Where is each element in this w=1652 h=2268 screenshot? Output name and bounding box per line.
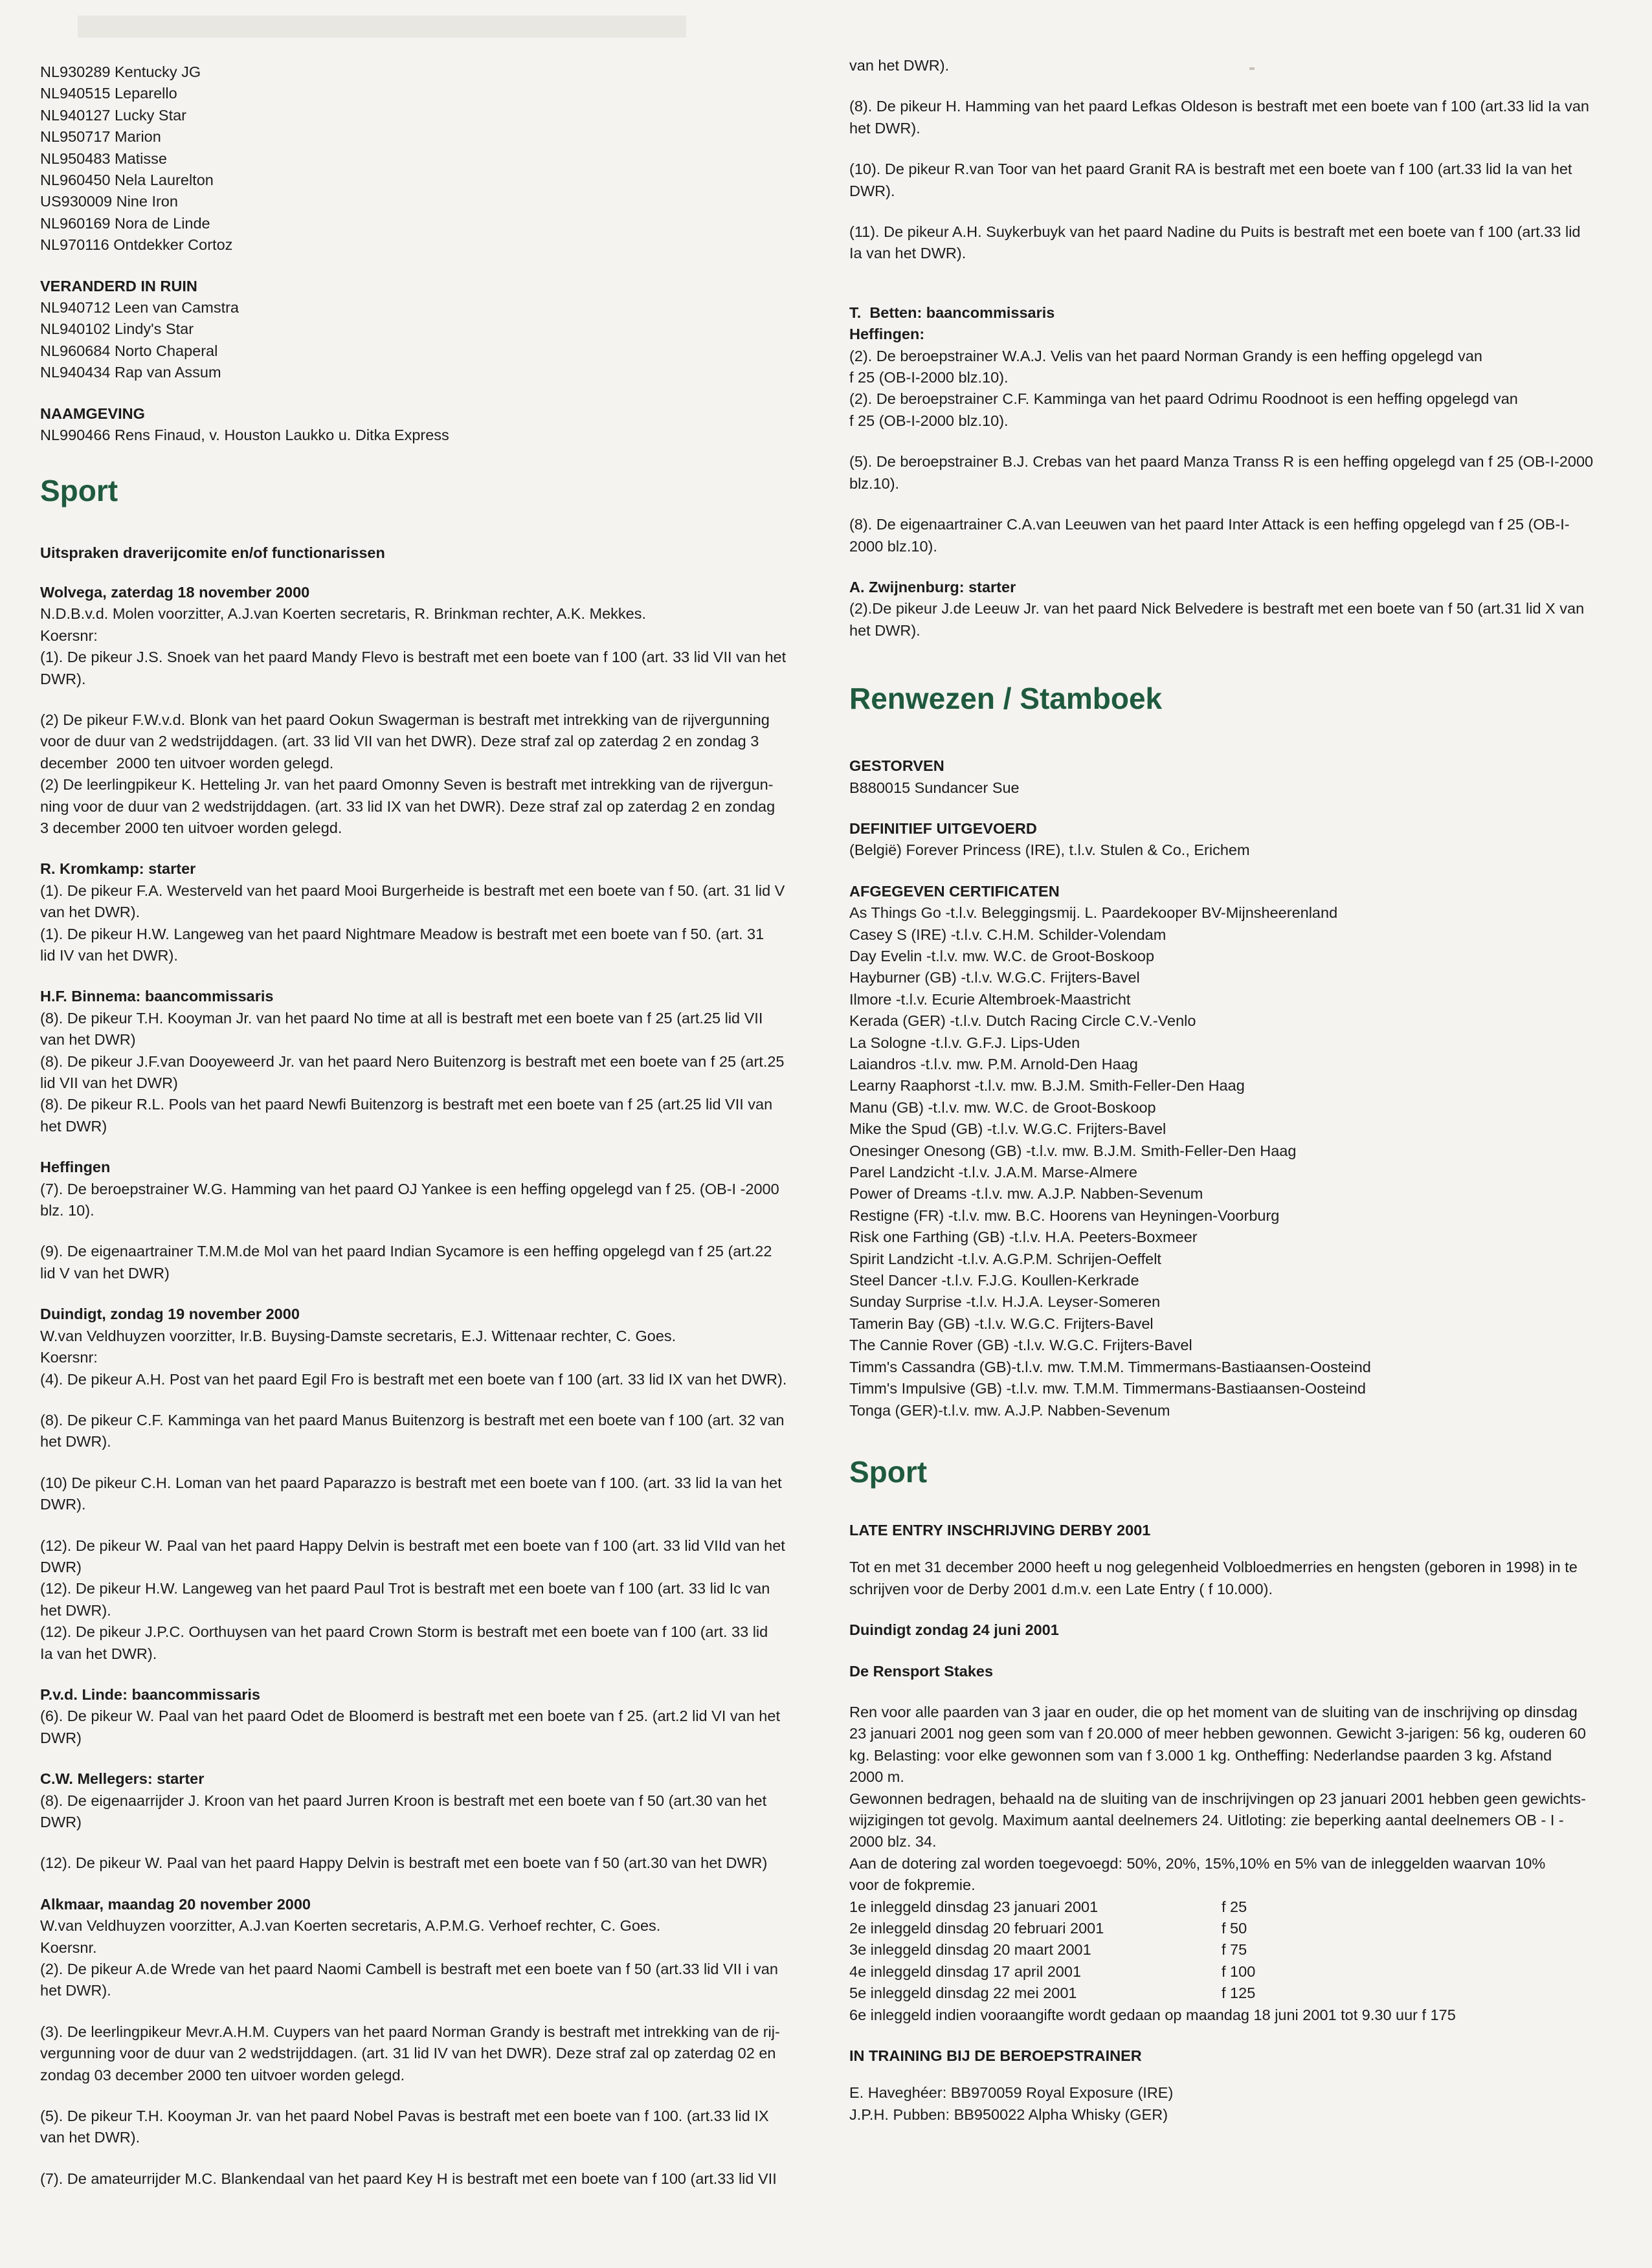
text-line: Power of Dreams -t.l.v. mw. A.J.P. Nabben-Sevenum [849, 1185, 1203, 1203]
inleg-label: 1e inleggeld dinsdag 23 januari 2001 [849, 1898, 1099, 1915]
official-heading: H.F. Binnema: baancommissaris [40, 988, 274, 1005]
text-line: NL930289 Kentucky JG [40, 63, 201, 80]
text-line: het DWR). [849, 119, 921, 137]
certificaten-list [849, 902, 1626, 1421]
text-line: blz. 10). [40, 1202, 95, 1219]
official-heading: C.W. Mellegers: starter [40, 1770, 205, 1788]
text-line: Risk one Farthing (GB) -t.l.v. H.A. Peeters-Boxmeer [849, 1228, 1198, 1246]
text-line: Koersnr: [40, 1349, 98, 1366]
text-line: (10). De pikeur R.van Toor van het paard Granit RA is bestraft met een boete van f 100 (art.33 lid Ia van het [849, 161, 1572, 178]
inleggeld-table [849, 1896, 1255, 2005]
text-line: het DWR). [40, 1982, 111, 1999]
official-heading: R. Kromkamp: starter [40, 860, 196, 878]
section-heading: IN TRAINING BIJ DE BEROEPSTRAINER [849, 2047, 1142, 2065]
paragraph [849, 55, 1626, 76]
text-line: US930009 Nine Iron [40, 193, 178, 210]
text-line: NL960684 Norto Chaperal [40, 342, 218, 359]
text-line: Learny Raaphorst -t.l.v. mw. B.J.M. Smith-Feller-Den Haag [849, 1077, 1245, 1095]
paragraph [849, 159, 1626, 202]
section-heading: VERANDERD IN RUIN [40, 277, 197, 295]
horse-list [40, 61, 823, 256]
official-heading: A. Zwijnenburg: starter [849, 578, 1016, 595]
text-line: Spirit Landzicht -t.l.v. A.G.P.M. Schrijen-Oeffelt [849, 1250, 1161, 1267]
meeting-heading: Alkmaar, maandag 20 november 2000 [40, 1895, 311, 1913]
paragraph [40, 2106, 823, 2149]
text-line: Kerada (GER) -t.l.v. Dutch Racing Circle C.V.-Venlo [849, 1012, 1196, 1030]
text-line: zondag 03 december 2000 ten uitvoer worden gelegd. [40, 2066, 405, 2084]
text-line: (12). De pikeur W. Paal van het paard Happy Delvin is bestraft met een boete van f 100 (art. 33 lid VIId van het [40, 1537, 785, 1554]
paragraph [849, 514, 1626, 557]
text-line: As Things Go -t.l.v. Beleggingsmij. L. Paardekooper BV-Mijnsheerenland [849, 904, 1338, 922]
paragraph [40, 709, 823, 839]
text-line: (12). De pikeur H.W. Langeweg van het paard Paul Trot is bestraft met een boete van f 100 (art. 33 lid Ic van [40, 1580, 770, 1597]
inleg-label: 5e inleggeld dinsdag 22 mei 2001 [849, 1984, 1077, 2002]
text-line: december 2000 ten uitvoer worden gelegd. [40, 754, 334, 772]
meeting-heading: Duindigt, zondag 19 november 2000 [40, 1306, 300, 1323]
table-row [849, 1896, 1255, 1918]
text-line: (8). De pikeur T.H. Kooyman Jr. van het paard No time at all is bestraft met een boete van f 25 (art.25 lid VII [40, 1009, 763, 1027]
text-line: (1). De pikeur F.A. Westerveld van het paard Mooi Burgerheide is bestraft met een boete van f 50. (art. 31 lid V [40, 882, 785, 899]
text-line: Casey S (IRE) -t.l.v. C.H.M. Schilder-Volendam [849, 926, 1166, 943]
paragraph [40, 1179, 823, 1222]
text-line: lid V van het DWR) [40, 1264, 170, 1282]
text-line: Aan de dotering zal worden toegevoegd: 50%, 20%, 15%,10% en 5% van de inleggelden waarvan 10% [849, 1854, 1546, 1872]
inleg-label: 4e inleggeld dinsdag 17 april 2001 [849, 1962, 1082, 1980]
text-line: vergunning voor de duur van 2 wedstrijddagen. (art. 31 lid IV van het DWR). Deze straf zal op zaterdag 02 en [40, 2045, 776, 2062]
text-line: (12). De pikeur W. Paal van het paard Happy Delvin is bestraft met een boete van f 50 (art.30 van het DWR) [40, 1854, 768, 1872]
text-line: blz.10). [849, 474, 900, 492]
paragraph [40, 1326, 823, 1390]
text-line: (9). De eigenaartrainer T.M.M.de Mol van het paard Indian Sycamore is een heffing opgelegd van f 25 (art.22 [40, 1243, 772, 1260]
text-line: Mike the Spud (GB) -t.l.v. W.G.C. Frijters-Bavel [849, 1120, 1166, 1138]
text-line: NL990466 Rens Finaud, v. Houston Laukko u. Ditka Express [40, 427, 449, 444]
subsection-heading: Uitspraken draverijcomite en/of functionarissen [40, 544, 385, 561]
text-line: lid IV van het DWR). [40, 947, 178, 964]
text-line: (3). De leerlingpikeur Mevr.A.H.M. Cuypers van het paard Norman Grandy is bestraft met intrekking van de rij- [40, 2023, 780, 2040]
text-line: schrijven voor de Derby 2001 d.m.v. een Late Entry ( f 10.000). [849, 1580, 1273, 1597]
left-column [40, 0, 823, 2190]
text-line: The Cannie Rover (GB) -t.l.v. W.G.C. Frijters-Bavel [849, 1337, 1192, 1354]
text-line: Timm's Cassandra (GB)-t.l.v. mw. T.M.M. Timmermans-Bastiaansen-Oosteind [849, 1358, 1371, 1375]
text-line: (11). De pikeur A.H. Suykerbuyk van het paard Nadine du Puits is bestraft met een boete van f 100 (art.33 lid [849, 223, 1581, 241]
text-line: (5). De pikeur T.H. Kooyman Jr. van het paard Nobel Pavas is bestraft met een boete van f 100. (art.33 lid IX [40, 2107, 769, 2125]
text-line: 2000 blz. 34. [849, 1833, 937, 1851]
text-line: Gewonnen bedragen, behaald na de sluiting van de inschrijvingen op 23 januari 2001 hebben geen gewichts- [849, 1790, 1586, 1807]
text-line: het DWR). [849, 621, 921, 639]
paragraph [40, 1852, 823, 1874]
text-line: f 25 (OB-I-2000 blz.10). [849, 369, 1009, 386]
text-line: Tamerin Bay (GB) -t.l.v. W.G.C. Frijters-Bavel [849, 1315, 1154, 1332]
section-title-renwezen: Renwezen / Stamboek [849, 682, 1163, 716]
table-row [849, 1961, 1255, 1983]
text-line: Koersnr. [40, 1939, 97, 1956]
text-line: La Sologne -t.l.v. G.F.J. Lips-Uden [849, 1034, 1080, 1051]
text-line: DWR). [40, 1496, 86, 1513]
text-line: Tot en met 31 december 2000 heeft u nog gelegenheid Volbloedmerries en hengsten (geboren in 1998) in te [849, 1559, 1578, 1576]
text-line: NL970116 Ontdekker Cortoz [40, 236, 233, 254]
paragraph [40, 1706, 823, 1749]
text-line: N.D.B.v.d. Molen voorzitter, A.J.van Koerten secretaris, R. Brinkman rechter, A.K. Mekkes. [40, 605, 647, 623]
text-line: W.van Veldhuyzen voorzitter, Ir.B. Buysing-Damste secretaris, E.J. Wittenaar rechter, C. Goes. [40, 1327, 676, 1344]
text-line: Restigne (FR) -t.l.v. mw. B.C. Hoorens van Heyningen-Voorburg [849, 1206, 1280, 1224]
text-line: van het DWR). [40, 2129, 140, 2146]
inleg-amount: f 125 [1222, 1984, 1256, 2002]
table-row [849, 1983, 1255, 2004]
text-line: Manu (GB) -t.l.v. mw. W.C. de Groot-Boskoop [849, 1098, 1156, 1116]
text-line: NL940515 Leparello [40, 85, 177, 102]
text-line: Timm's Impulsive (GB) -t.l.v. mw. T.M.M. Timmermans-Bastiaansen-Oosteind [849, 1380, 1366, 1397]
text-line: (8). De eigenaartrainer C.A.van Leeuwen van het paard Inter Attack is een heffing opgelegd van f 25 (OB-I- [849, 516, 1570, 533]
text-line: ning voor de duur van 2 wedstrijddagen. (art. 33 lid IX van het DWR). Deze straf zal op zaterdag 2 en zondag [40, 797, 776, 815]
text-line: NL960169 Nora de Linde [40, 214, 210, 232]
text-line: NL940102 Lindy's Star [40, 320, 194, 338]
text-line: (8). De pikeur C.F. Kamminga van het paard Manus Buitenzorg is bestraft met een boete van f 100 (art. 32 van [40, 1411, 785, 1429]
text-line: 3 december 2000 ten uitvoer worden gelegd. [40, 819, 342, 836]
paragraph [40, 1008, 823, 1137]
text-line: Sunday Surprise -t.l.v. H.J.A. Leyser-Someren [849, 1293, 1161, 1311]
official-heading: P.v.d. Linde: baancommissaris [40, 1685, 261, 1703]
text-line: het DWR) [40, 1117, 107, 1135]
text-line: voor de fokpremie. [849, 1876, 976, 1894]
paragraph [849, 451, 1626, 495]
inleg-amount: f 100 [1222, 1962, 1256, 1980]
section-heading: GESTORVEN [849, 757, 944, 775]
text-line: NL950717 Marion [40, 128, 161, 146]
text-line: 2000 m. [849, 1768, 904, 1786]
text-line: (5). De beroepstrainer B.J. Crebas van het paard Manza Transs R is een heffing opgelegd van f 25 (OB-I-2000 [849, 453, 1594, 471]
section-heading: LATE ENTRY INSCHRIJVING DERBY 2001 [849, 1521, 1151, 1539]
text-line: lid VII van het DWR) [40, 1074, 178, 1092]
table-row [849, 1918, 1255, 1939]
text-line: (6). De pikeur W. Paal van het paard Odet de Bloomerd is bestraft met een boete van f 25. (art.2 lid VI van het [40, 1707, 780, 1725]
text-line: (2).De pikeur J.de Leeuw Jr. van het paard Nick Belvedere is bestraft met een boete van f 50 (art.31 lid X van [849, 600, 1585, 617]
paragraph [40, 603, 823, 690]
paragraph [849, 1557, 1626, 1600]
paragraph [849, 598, 1626, 641]
definitief-list [849, 839, 1626, 861]
gestorven-list [849, 777, 1626, 799]
text-line: NL940127 Lucky Star [40, 106, 187, 124]
section-heading: DEFINITIEF UITGEVOERD [849, 819, 1037, 837]
text-line: E. Haveghéer: BB970059 Royal Exposure (IRE) [849, 2084, 1174, 2102]
paragraph [40, 2168, 823, 2190]
official-heading: T. Betten: baancommissaris [849, 304, 1055, 321]
paragraph [40, 880, 823, 967]
text-line: B880015 Sundancer Sue [849, 779, 1020, 796]
section-title-sport: Sport [40, 473, 118, 507]
subheading: Heffingen: [849, 326, 925, 343]
inleg-amount: f 25 [1222, 1898, 1247, 1915]
text-line: 23 januari 2001 nog geen som van f 20.000 of meer hebben gewonnen. Gewicht 3-jarigen: 56 kg, ouderen 60 [849, 1725, 1586, 1742]
text-line: (2). De beroepstrainer W.A.J. Velis van het paard Norman Grandy is een heffing opgelegd van [849, 347, 1482, 364]
section-heading: NAAMGEVING [40, 405, 145, 422]
text-line: (2) De leerlingpikeur K. Hetteling Jr. van het paard Omonny Seven is bestraft met intrekking van de rijvergun- [40, 776, 774, 794]
text-line: Tonga (GER)-t.l.v. mw. A.J.P. Nabben-Sevenum [849, 1401, 1170, 1419]
text-line: (2). De pikeur A.de Wrede van het paard Naomi Cambell is bestraft met een boete van f 50 (art.33 lid VII i van [40, 1961, 778, 1978]
text-line: f 25 (OB-I-2000 blz.10). [849, 412, 1009, 429]
text-line: het DWR). [40, 1433, 111, 1451]
text-line: Ren voor alle paarden van 3 jaar en ouder, die op het moment van de sluiting van de inschrijving op dinsdag [849, 1703, 1578, 1720]
training-list [849, 2082, 1626, 2126]
section-title-sport: Sport [849, 1454, 928, 1489]
text-line: Hayburner (GB) -t.l.v. W.G.C. Frijters-Bavel [849, 969, 1140, 986]
text-line: van het DWR) [40, 1031, 136, 1049]
meeting-heading: Duindigt zondag 24 juni 2001 [849, 1621, 1059, 1639]
text-line: het DWR). [40, 1601, 111, 1619]
ruin-list [40, 297, 823, 384]
paragraph [40, 1915, 823, 2002]
right-column [849, 0, 1626, 2126]
text-line: J.P.H. Pubben: BB950022 Alpha Whisky (GER) [849, 2106, 1168, 2123]
paragraph [40, 2021, 823, 2086]
text-line: (7). De amateurrijder M.C. Blankendaal van het paard Key H is bestraft met een boete van f 100 (art.33 lid VII [40, 2170, 777, 2187]
paragraph [849, 1702, 1626, 1896]
text-line: DWR). [40, 670, 86, 687]
paragraph [40, 1473, 823, 1516]
text-line: (1). De pikeur J.S. Snoek van het paard Mandy Flevo is bestraft met een boete van f 100 (art. 33 lid VII van het [40, 649, 787, 666]
table-row [849, 1939, 1255, 1961]
text-line: 2000 blz.10). [849, 537, 937, 555]
paragraph [40, 1790, 823, 1834]
text-line: NL940712 Leen van Camstra [40, 299, 240, 317]
text-line: (1). De pikeur H.W. Langeweg van het paard Nightmare Meadow is bestraft met een boete van f 50. (art. 31 [40, 925, 765, 942]
inleg-amount: f 50 [1222, 1920, 1247, 1937]
text-line: (België) Forever Princess (IRE), t.l.v. Stulen & Co., Erichem [849, 841, 1250, 859]
meeting-heading: Wolvega, zaterdag 18 november 2000 [40, 583, 310, 601]
text-line: DWR) [40, 1558, 82, 1575]
inleg-label: 2e inleggeld dinsdag 20 februari 2001 [849, 1920, 1104, 1937]
text-line: voor de duur van 2 wedstrijddagen. (art. 33 lid VII van het DWR). Deze straf zal op zaterdag 2 en zondag 3 [40, 733, 759, 750]
paragraph [849, 96, 1626, 139]
text-line: Koersnr: [40, 627, 98, 644]
text-line: (8). De pikeur R.L. Pools van het paard Newfi Buitenzorg is bestraft met een boete van f 25 (art.25 lid VII van [40, 1096, 773, 1113]
text-line: kg. Belasting: voor elke gewonnen som van f 3.000 1 kg. Ontheffing: Nederlandse paarden 3 kg. Afstand [849, 1746, 1552, 1764]
paragraph [849, 221, 1626, 265]
text-line: (7). De beroepstrainer W.G. Hamming van het paard OJ Yankee is een heffing opgelegd van f 25. (OB-I -2000 [40, 1180, 779, 1197]
inleg-label: 3e inleggeld dinsdag 20 maart 2001 [849, 1941, 1091, 1959]
inleggeld-6: 6e inleggeld indien vooraangifte wordt gedaan op maandag 18 juni 2001 tot 9.30 uur f 175 [849, 2006, 1456, 2023]
text-line: W.van Veldhuyzen voorzitter, A.J.van Koerten secretaris, A.P.M.G. Verhoef rechter, C. Goes. [40, 1917, 661, 1935]
text-line: Parel Landzicht -t.l.v. J.A.M. Marse-Almere [849, 1164, 1137, 1181]
text-line: van het DWR). [40, 904, 140, 921]
paragraph [849, 346, 1626, 432]
text-line: (12). De pikeur J.P.C. Oorthuysen van het paard Crown Storm is bestraft met een boete van f 100 (art. 33 lid [40, 1623, 768, 1641]
text-line: Ilmore -t.l.v. Ecurie Altembroek-Maastricht [849, 990, 1131, 1008]
naamgeving-list [40, 425, 823, 446]
text-line: (8). De pikeur J.F.van Dooyeweerd Jr. van het paard Nero Buitenzorg is bestraft met een boete van f 25 (art.25 [40, 1052, 785, 1070]
text-line: Laiandros -t.l.v. mw. P.M. Arnold-Den Haag [849, 1056, 1138, 1073]
text-line: DWR). [849, 182, 895, 199]
paragraph [40, 1241, 823, 1284]
text-line: (8). De eigenaarrijder J. Kroon van het paard Jurren Kroon is bestraft met een boete van f 50 (art.30 van het [40, 1792, 767, 1809]
text-line: Ia van het DWR). [849, 245, 966, 262]
section-heading: AFGEGEVEN CERTIFICATEN [849, 882, 1060, 900]
text-line: (2). De beroepstrainer C.F. Kamminga van het paard Odrimu Roodnoot is een heffing opgelegd van [849, 390, 1518, 408]
text-line: wijzigingen tot gevolg. Maximum aantal deelnemers 24. Uitloting: zie beperking aantal deelnemers OB - I - [849, 1811, 1564, 1829]
text-line: Steel Dancer -t.l.v. F.J.G. Koullen-Kerkrade [849, 1272, 1139, 1289]
text-line: Onesinger Onesong (GB) -t.l.v. mw. B.J.M. Smith-Feller-Den Haag [849, 1142, 1297, 1159]
text-line: NL960450 Nela Laurelton [40, 172, 214, 189]
text-line: NL940434 Rap van Assum [40, 364, 221, 381]
text-line: NL950483 Matisse [40, 150, 167, 167]
inleg-amount: f 75 [1222, 1941, 1247, 1959]
text-line: DWR) [40, 1729, 82, 1746]
official-heading: Heffingen [40, 1159, 111, 1176]
text-line: (8). De pikeur H. Hamming van het paard Lefkas Oldeson is bestraft met een boete van f 100 (art.33 lid Ia van [849, 98, 1589, 115]
text-line: Day Evelin -t.l.v. mw. W.C. de Groot-Boskoop [849, 947, 1155, 964]
text-line: Ia van het DWR). [40, 1645, 157, 1662]
text-line: DWR) [40, 1814, 82, 1830]
paragraph [40, 1535, 823, 1665]
text-line: (10) De pikeur C.H. Loman van het paard Paparazzo is bestraft met een boete van f 100. (art. 33 lid Ia van het [40, 1474, 782, 1491]
text-line: (4). De pikeur A.H. Post van het paard Egil Fro is bestraft met een boete van f 100 (art. 33 lid IX van het DWR). [40, 1370, 787, 1388]
text-line: (2) De pikeur F.W.v.d. Blonk van het paard Ookun Swagerman is bestraft met intrekking van de rijvergunning [40, 711, 770, 728]
paragraph [40, 1410, 823, 1453]
text-line: van het DWR). [849, 57, 950, 74]
race-heading: De Rensport Stakes [849, 1662, 994, 1680]
